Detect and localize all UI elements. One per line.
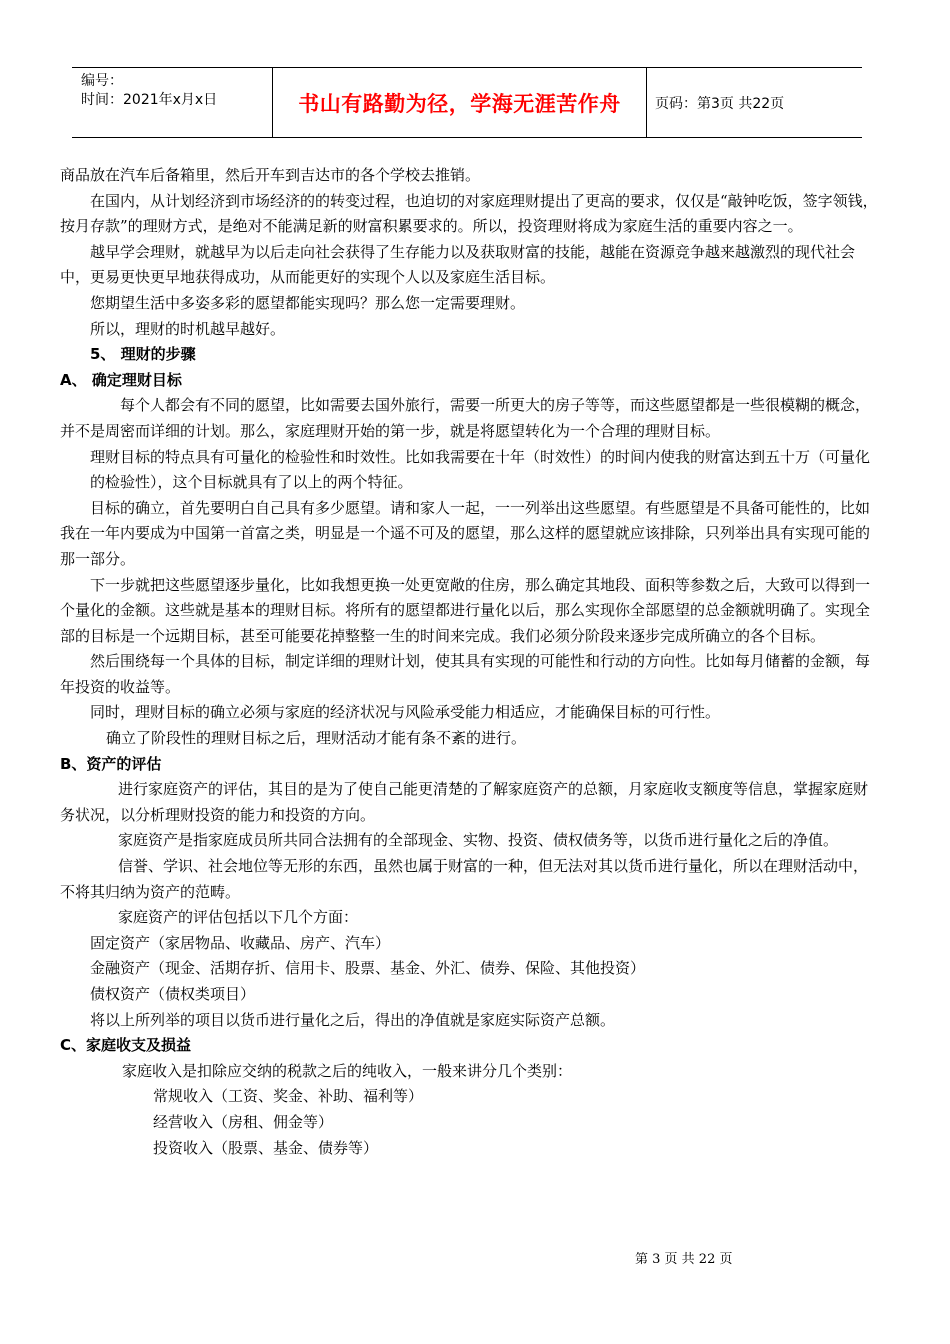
document-body: [60, 163, 878, 1161]
header-page-info: 页码：第3页 共22页: [655, 95, 785, 112]
list-item: 债权资产（债权类项目）: [90, 985, 256, 1003]
section-heading: 5、 理财的步骤: [90, 345, 196, 364]
paragraph: 家庭资产的评估包括以下几个方面：: [118, 908, 359, 927]
paragraph: 理财目标的特点具有可量化的检验性和时效性。比如我需要在十年（时效性）的时间内使我的财富达到五十万（可量化的检验性），这个目标就具有了以上的两个特征。: [90, 447, 871, 492]
page-header: [72, 67, 862, 138]
paragraph: 在国内，从计划经济到市场经济的的转变过程，也迫切的对家庭理财提出了更高的要求，仅仅是“敲钟吃饭，签字领钱，按月存款”的理财方式，是绝对不能满足新的财富积累要求的。所以，投资理财将成为家庭生活的重要内容之一。: [60, 191, 878, 236]
paragraph: 家庭资产是指家庭成员所共同合法拥有的全部现金、实物、投资、债权债务等，以货币进行量化之后的净值。: [118, 831, 839, 850]
list-item: 投资收入（股票、基金、债券等）: [153, 1138, 379, 1157]
paragraph: 确立了阶段性的理财目标之后，理财活动才能有条不紊的进行。: [106, 729, 527, 748]
number-label: 编号：: [81, 73, 123, 89]
paragraph: 将以上所列举的项目以货币进行量化之后，得出的净值就是家庭实际资产总额。: [90, 1010, 616, 1029]
section-heading: C、家庭收支及损益: [60, 1036, 192, 1055]
header-meta: [72, 68, 273, 137]
list-item: 常规收入（工资、奖金、补助、福利等）: [153, 1087, 424, 1106]
paragraph: 然后围绕每一个具体的目标，制定详细的理财计划，使其具有实现的可能性和行动的方向性。比如每月储蓄的金额，每年投资的收益等。: [60, 652, 871, 696]
paragraph: 越早学会理财，就越早为以后走向社会获得了生存能力以及获取财富的技能，越能在资源竞争越来越激烈的现代社会中，更易更快更早地获得成功，从而能更好的实现个人以及家庭生活目标。: [60, 242, 856, 287]
time-label: 时间：2021年x月x日: [81, 92, 218, 108]
paragraph: 下一步就把这些愿望逐步量化，比如我想更换一处更宽敞的住房，那么确定其地段、面积等参数之后，大致可以得到一个量化的金额。这些就是基本的理财目标。将所有的愿望都进行量化以后，那么实现你全部愿望的总金额就明确了。实现全部的目标是一个远期目标，甚至可能要花掉整整一生的时间来完成。我们必须分阶段来逐步完成所确立的各个目标。: [60, 575, 871, 645]
paragraph: 所以，理财的时机越早越好。: [90, 319, 286, 338]
paragraph: 信誉、学识、社会地位等无形的东西，虽然也属于财富的一种，但无法对其以货币进行量化，所以在理财活动中，不将其归纳为资产的范畴。: [60, 857, 869, 901]
section-heading: A、 确定理财目标: [60, 370, 182, 389]
paragraph: 目标的确立，首先要明白自己具有多少愿望。请和家人一起，一一列举出这些愿望。有些愿望是不具备可能性的，比如我在一年内要成为中国第一首富之类，明显是一个遥不可及的愿望，那么这样的愿望就应该排除，只列举出具有实现可能的那一部分。: [60, 498, 871, 568]
paragraph: 进行家庭资产的评估，其目的是为了使自己能更清楚的了解家庭资产的总额，月家庭收支额度等信息，掌握家庭财务状况，以分析理财投资的能力和投资的方向。: [60, 780, 869, 824]
list-item: 金融资产（现金、活期存折、信用卡、股票、基金、外汇、债券、保险、其他投资）: [90, 959, 646, 978]
list-item: 经营收入（房租、佣金等）: [153, 1112, 334, 1131]
paragraph: 每个人都会有不同的愿望，比如需要去国外旅行，需要一所更大的房子等等，而这些愿望都是一些很模糊的概念，并不是周密而详细的计划。那么，家庭理财开始的第一步，就是将愿望转化为一个合理的理财目标。: [60, 396, 871, 440]
header-motto: 书山有路勤为径，学海无涯苦作舟: [273, 68, 647, 137]
paragraph: 同时，理财目标的确立必须与家庭的经济状况与风险承受能力相适应，才能确保目标的可行性。: [90, 703, 721, 722]
paragraph: 您期望生活中多姿多彩的愿望都能实现吗？那么您一定需要理财。: [90, 293, 526, 312]
section-heading: B、资产的评估: [60, 754, 162, 773]
paragraph: 家庭收入是扣除应交纳的税款之后的纯收入，一般来讲分几个类别：: [122, 1061, 573, 1080]
page-footer: 第 3 页 共 22 页: [635, 1252, 733, 1267]
paragraph: 商品放在汽车后备箱里，然后开车到吉达市的各个学校去推销。: [60, 166, 481, 184]
list-item: 固定资产（家居物品、收藏品、房产、汽车）: [90, 933, 391, 952]
